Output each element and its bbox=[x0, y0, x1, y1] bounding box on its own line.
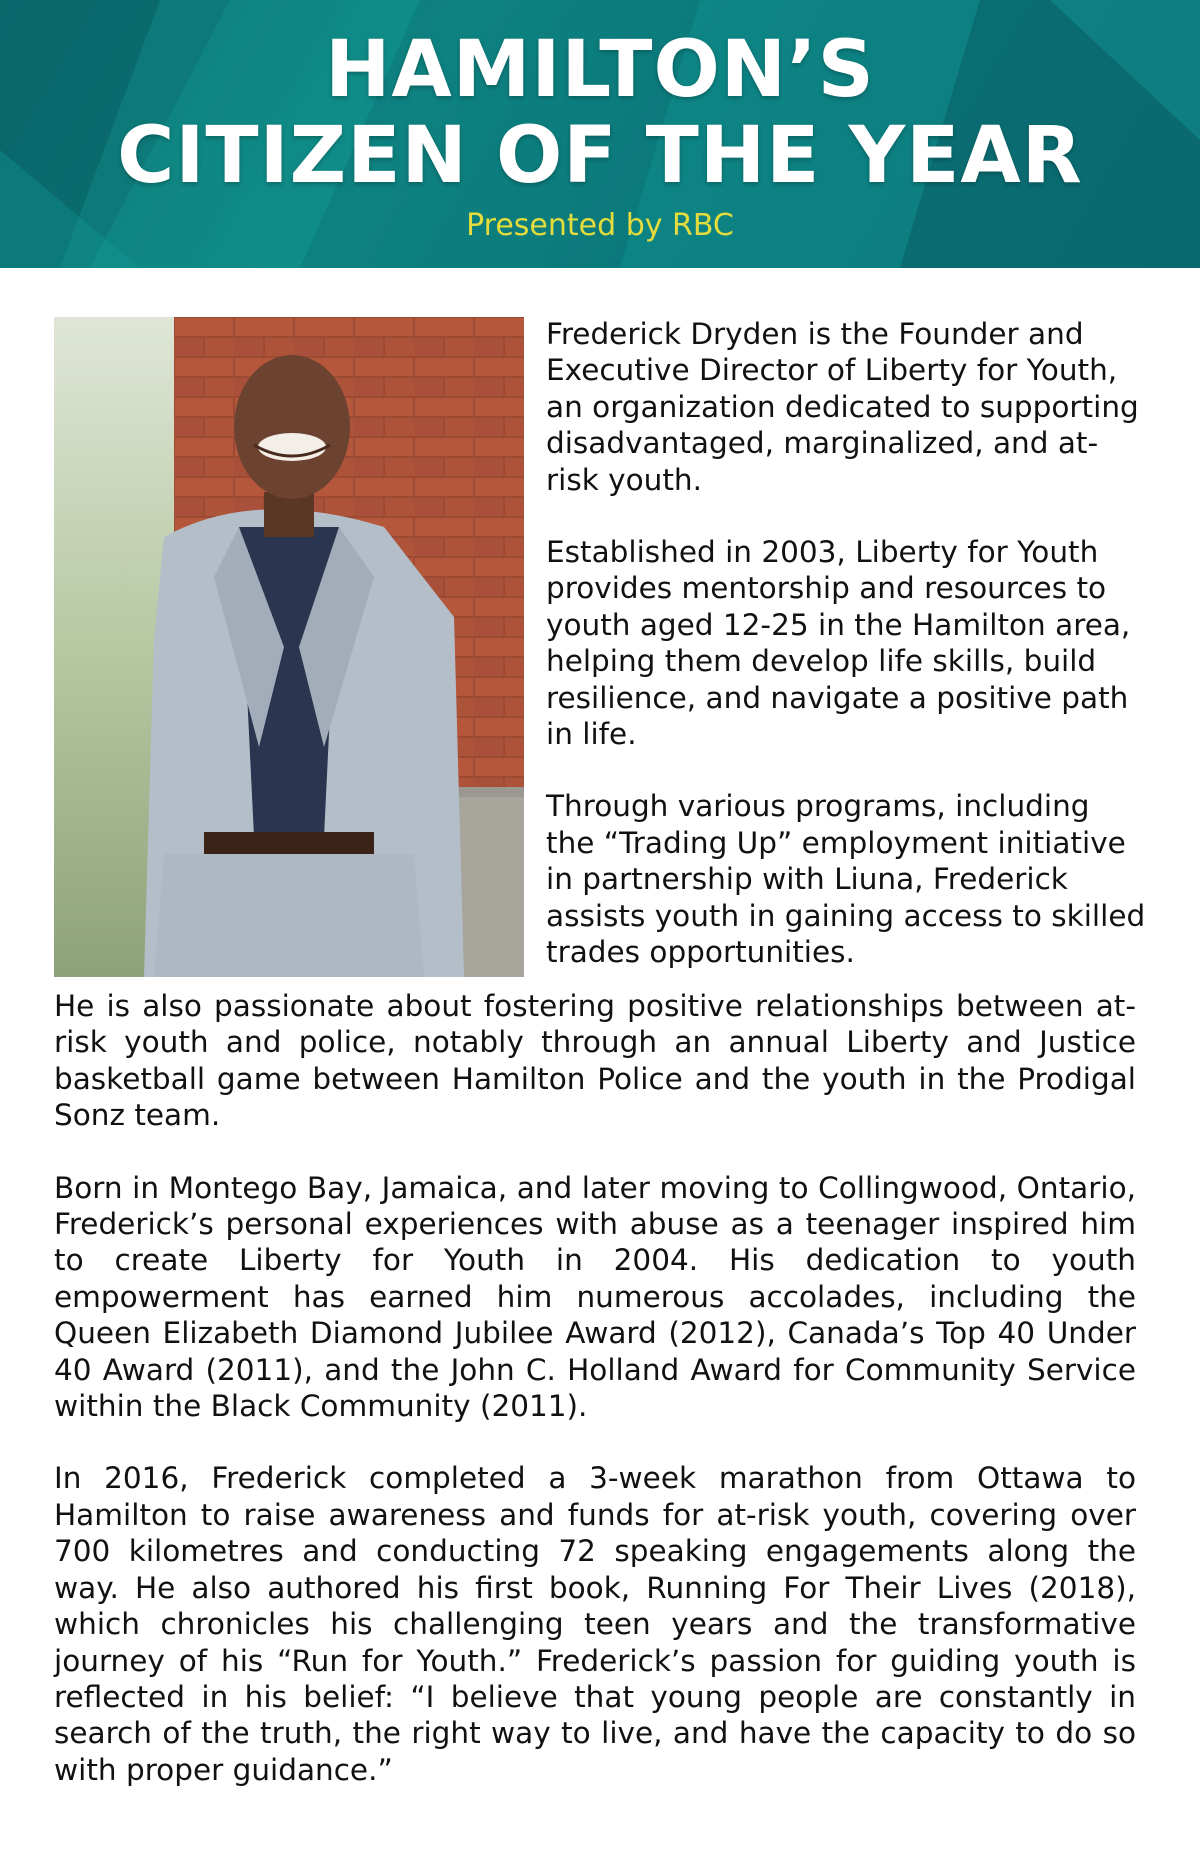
paragraph-background: Born in Montego Bay, Jamaica, and later moving to Collingwood, Ontario, Frederick’s personal experiences with abuse as a teenager inspired him to create Liberty for Youth in 2004. His dedication to youth empowerment has earned him numerous accolades, including the Queen Elizabeth Diamond Jubilee Award (2012), Canada’s Top 40 Under 40 Award (2011), and the John C. Holland Award for Community Service within the Black Community (2011). bbox=[54, 1170, 1136, 1424]
intro-column bbox=[546, 316, 1146, 1007]
paragraph-police-relations: He is also passionate about fostering positive relationships between at-risk youth and police, notably through an annual Liberty and Justice basketball game between Hamilton Police and the youth in the Prodigal Sonz team. bbox=[54, 989, 1136, 1133]
body-text bbox=[54, 988, 1136, 1824]
paragraph-programs: Through various programs, including the “Trading Up” employment initiative in partnership with Liuna, Frederick assists youth in gaining access to skilled trades opportunities. bbox=[546, 789, 1146, 970]
paragraph-intro: Frederick Dryden is the Founder and Executive Director of Liberty for Youth, an organization dedicated to supporting disadvantaged, marginalized, and at-risk youth. bbox=[546, 317, 1139, 497]
paragraph-marathon: In 2016, Frederick completed a 3-week marathon from Ottawa to Hamilton to raise awareness and funds for at-risk youth, covering over 700 kilometres and conducting 72 speaking engagements along the way. He also authored his first book, Running For Their Lives (2018), which chronicles his challenging teen years and the transformative journey of his “Run for Youth.” Frederick’s passion for guiding youth is reflected in his belief: “I believe that young people are constantly in search of the truth, the right way to live, and have the capacity to do so with proper guidance.” bbox=[54, 1461, 1136, 1787]
presenter-credit: Presented by RBC bbox=[466, 208, 734, 243]
paragraph-established: Established in 2003, Liberty for Youth provides mentorship and resources to youth aged 12-25 in the Hamilton area, helping them develop life skills, build resilience, and navigate a positive path in life. bbox=[546, 535, 1131, 752]
portrait-photo bbox=[54, 317, 524, 977]
header-banner bbox=[0, 0, 1200, 268]
portrait-illustration bbox=[54, 317, 524, 977]
title-line-2: CITIZEN OF THE YEAR bbox=[117, 111, 1083, 201]
title-line-1: HAMILTON’S bbox=[325, 25, 875, 115]
